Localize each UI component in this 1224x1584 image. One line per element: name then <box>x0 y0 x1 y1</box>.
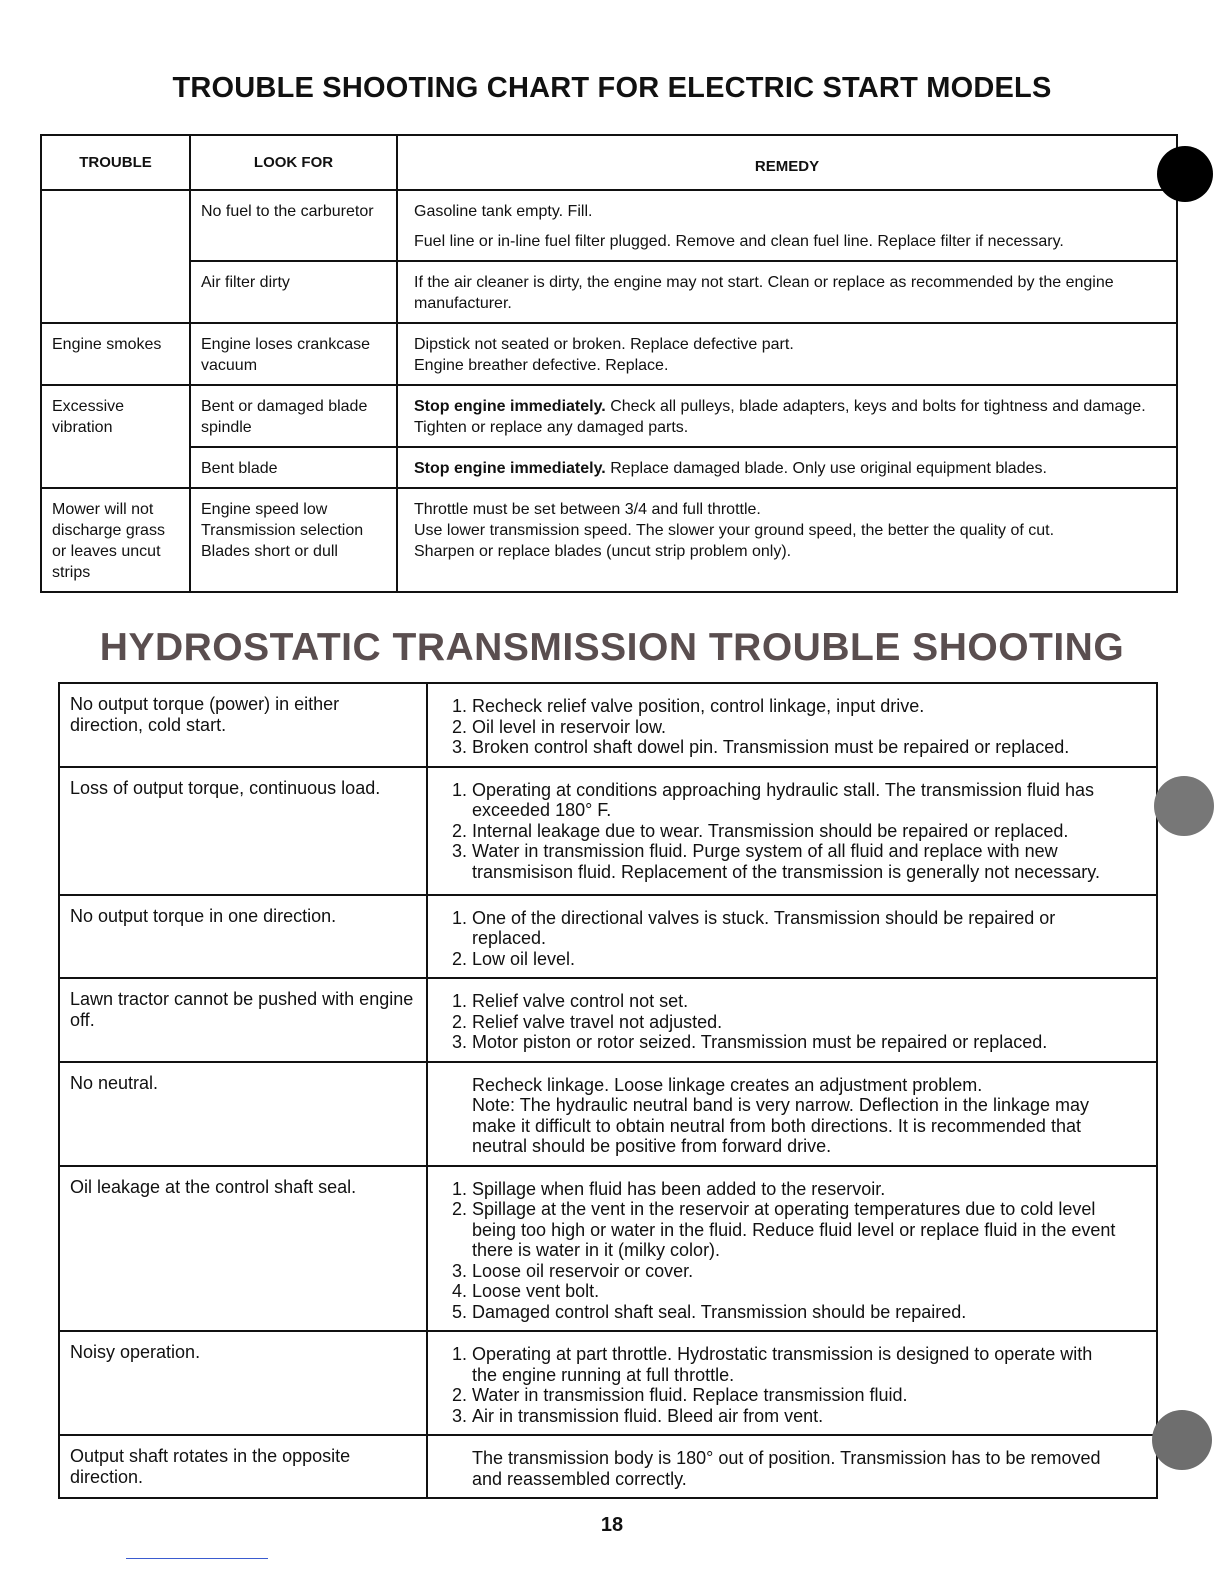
table-row <box>59 1331 1157 1435</box>
remedy-text: Check all pulleys, blade adapters, keys and bolts for tightness and damage. Tighten or replace any damaged parts. <box>414 398 1146 436</box>
remedy-warning: Stop engine immediately. <box>414 460 606 477</box>
remedy-cell <box>397 385 1177 447</box>
list-item: 3. Broken control shaft dowel pin. Transmission must be repaired or replaced. <box>472 737 1116 758</box>
remedy-cell <box>427 1166 1157 1332</box>
punch-hole-icon <box>1152 1410 1212 1470</box>
look-for-cell: Engine loses crankcase vacuum <box>190 323 397 385</box>
list-item: 2. Oil level in reservoir low. <box>472 717 1116 738</box>
list-item: 1. Spillage when fluid has been added to the reservoir. <box>472 1179 1116 1200</box>
header-remedy: REMEDY <box>397 135 1177 190</box>
list-item: 2. Relief valve travel not adjusted. <box>472 1012 1116 1033</box>
trouble-cell: Engine smokes <box>41 323 190 385</box>
remedy-cell <box>397 488 1177 592</box>
look-for-line: Engine speed low <box>201 501 328 518</box>
remedy-line: Fuel line or in-line fuel filter plugged. Remove and clean fuel line. Replace filter if necessary. <box>414 233 1064 250</box>
list-item: 3. Water in transmission fluid. Purge system of all fluid and replace with new transmisison fluid. Replacement of the transmission is generally not necessary. <box>472 841 1116 882</box>
trouble-cell: Oil leakage at the control shaft seal. <box>59 1166 427 1332</box>
table-row <box>59 767 1157 895</box>
list-item: 2. Low oil level. <box>472 949 1116 970</box>
list-item: 1. Operating at conditions approaching hydraulic stall. The transmission fluid has exceeded 180° F. <box>472 780 1116 821</box>
remedy-line: Use lower transmission speed. The slower your ground speed, the better the quality of cut. <box>414 522 1055 539</box>
list-item: 3. Loose oil reservoir or cover. <box>472 1261 1116 1282</box>
trouble-cell: Excessive vibration <box>41 385 190 447</box>
page-number: 18 <box>600 1514 624 1536</box>
header-look-for: LOOK FOR <box>190 135 397 190</box>
list-item: 1. Relief valve control not set. <box>472 991 1116 1012</box>
remedy-list <box>444 1179 1116 1323</box>
list-item: 1. Recheck relief valve position, control linkage, input drive. <box>472 696 1116 717</box>
remedy-line: Throttle must be set between 3/4 and full throttle. <box>414 501 761 518</box>
trouble-cell <box>41 261 190 323</box>
trouble-cell: Output shaft rotates in the opposite direction. <box>59 1435 427 1498</box>
list-item: 1. Operating at part throttle. Hydrostatic transmission is designed to operate with the engine running at full throttle. <box>472 1344 1116 1385</box>
table-row <box>41 447 1177 488</box>
hydrostatic-trouble-table <box>58 682 1158 1499</box>
trouble-cell: No output torque (power) in either direction, cold start. <box>59 683 427 767</box>
remedy-cell <box>427 1331 1157 1435</box>
list-item: 3. Motor piston or rotor seized. Transmission must be repaired or replaced. <box>472 1032 1116 1053</box>
remedy-warning: Stop engine immediately. <box>414 398 606 415</box>
table-row <box>41 261 1177 323</box>
electric-start-trouble-table <box>40 134 1178 593</box>
remedy-list <box>444 908 1116 970</box>
trouble-cell: Lawn tractor cannot be pushed with engine off. <box>59 978 427 1062</box>
hydrostatic-section-title: HYDROSTATIC TRANSMISSION TROUBLE SHOOTING <box>99 626 1125 669</box>
remedy-line: Dipstick not seated or broken. Replace defective part. <box>414 336 794 353</box>
trouble-cell: No output torque in one direction. <box>59 895 427 979</box>
trouble-cell <box>41 190 190 261</box>
table-row <box>41 190 1177 261</box>
remedy-list <box>444 780 1116 883</box>
table-row <box>41 385 1177 447</box>
remedy-text-block <box>444 1075 1116 1157</box>
list-item: 3. Air in transmission fluid. Bleed air from vent. <box>472 1406 1116 1427</box>
list-item: 4. Loose vent bolt. <box>472 1281 1116 1302</box>
table-row <box>59 1166 1157 1332</box>
table-row <box>59 1062 1157 1166</box>
punch-hole-icon <box>1157 146 1213 202</box>
look-for-line: Transmission selection <box>201 522 364 539</box>
look-for-cell: No fuel to the carburetor <box>190 190 397 261</box>
remedy-text: Replace damaged blade. Only use original equipment blades. <box>610 460 1047 477</box>
remedy-line: Engine breather defective. Replace. <box>414 357 669 374</box>
remedy-cell <box>427 767 1157 895</box>
header-trouble: TROUBLE <box>41 135 190 190</box>
remedy-cell <box>397 447 1177 488</box>
trouble-cell: No neutral. <box>59 1062 427 1166</box>
remedy-cell <box>427 1062 1157 1166</box>
look-for-cell: Bent blade <box>190 447 397 488</box>
table-row <box>59 1435 1157 1498</box>
remedy-line: Sharpen or replace blades (uncut strip problem only). <box>414 543 792 560</box>
trouble-cell <box>41 447 190 488</box>
remedy-line: Gasoline tank empty. Fill. <box>414 203 593 220</box>
trouble-cell: Mower will not discharge grass or leaves uncut strips <box>41 488 190 592</box>
remedy-cell <box>427 683 1157 767</box>
footer-rule <box>126 1558 268 1559</box>
remedy-cell <box>397 190 1177 261</box>
remedy-list <box>444 696 1116 758</box>
table-row <box>59 895 1157 979</box>
table-row <box>41 488 1177 592</box>
remedy-cell: If the air cleaner is dirty, the engine may not start. Clean or replace as recommended by the engine manufacturer. <box>397 261 1177 323</box>
electric-chart-title: TROUBLE SHOOTING CHART FOR ELECTRIC START MODELS <box>172 72 1052 104</box>
remedy-list <box>444 1344 1116 1426</box>
remedy-text: The transmission body is 180° out of position. Transmission has to be removed and reassembled correctly. <box>472 1448 1101 1489</box>
trouble-cell: Loss of output torque, continuous load. <box>59 767 427 895</box>
look-for-line: Blades short or dull <box>201 543 338 560</box>
list-item: 2. Internal leakage due to wear. Transmission should be repaired or replaced. <box>472 821 1116 842</box>
table-row <box>59 683 1157 767</box>
trouble-cell: Noisy operation. <box>59 1331 427 1435</box>
remedy-list <box>444 991 1116 1053</box>
punch-hole-icon <box>1154 776 1214 836</box>
remedy-cell <box>397 323 1177 385</box>
list-item: 2. Water in transmission fluid. Replace transmission fluid. <box>472 1385 1116 1406</box>
look-for-cell <box>190 488 397 592</box>
remedy-cell <box>427 895 1157 979</box>
list-item: 1. One of the directional valves is stuck. Transmission should be repaired or replaced. <box>472 908 1116 949</box>
look-for-cell: Air filter dirty <box>190 261 397 323</box>
list-item: 5. Damaged control shaft seal. Transmission should be repaired. <box>472 1302 1116 1323</box>
table-row <box>59 978 1157 1062</box>
remedy-cell <box>427 1435 1157 1498</box>
table-row <box>41 323 1177 385</box>
remedy-line: Recheck linkage. Loose linkage creates an adjustment problem. <box>472 1074 983 1095</box>
list-item: 2. Spillage at the vent in the reservoir at operating temperatures due to cold level being too high or water in the fluid. Reduce fluid level or replace fluid in the event there is water in it (milky color). <box>472 1199 1116 1261</box>
remedy-cell <box>427 978 1157 1062</box>
table-header-row <box>41 135 1177 190</box>
remedy-note: Note: The hydraulic neutral band is very narrow. Deflection in the linkage may make it difficult to obtain neutral from both directions. It is recommended that neutral should be positive from forward drive. <box>472 1095 1089 1156</box>
look-for-cell: Bent or damaged blade spindle <box>190 385 397 447</box>
